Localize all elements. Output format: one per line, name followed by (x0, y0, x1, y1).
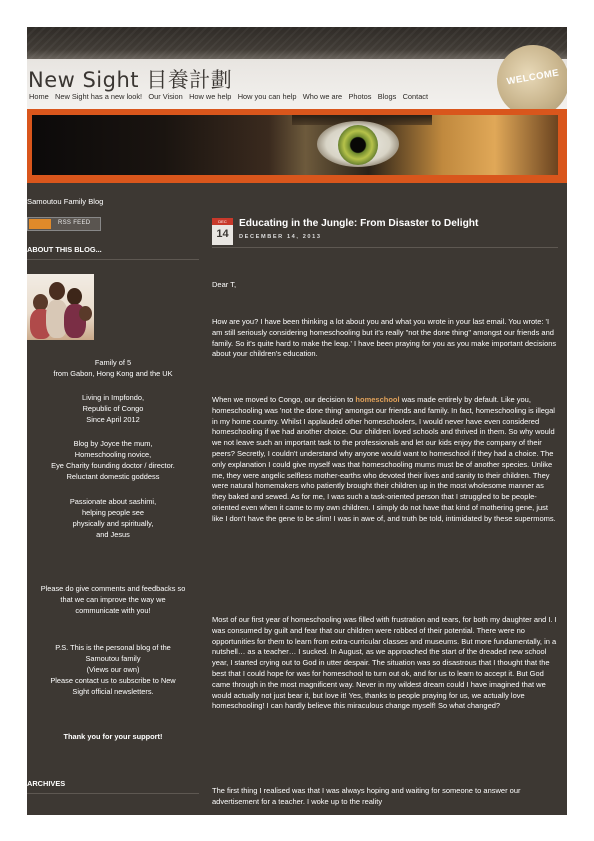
post-paragraph-3: Most of our first year of homeschooling was filled with frustration and tears, for both my daughter and I. I was consumed by guilt and fear that our children were robbed of their potential. There were no opportunities for them to learn from extra-curricular classes and museums. But more fundamentally, in a nutshell… as a teacher… I sucked. In August, as we approached the start of the dreaded new school year, I started crying out to God in utter despair. The situation was so disastrous that I thought that the best that I could hope for was for homeschool to turn out ok, and for us to learn to accept it. But God came through in the most magnificent way. Never in my wildest dream could I have imagined that we would actually not just bear it, but love it! Yes, thanks to people praying for us, we actually love homeschooling! I can hardly believe this miraculous change myself! So what changed? (212, 615, 557, 711)
about-divider (27, 259, 199, 260)
photo-figure-2 (49, 282, 65, 300)
nav-item-how-you-can-help[interactable]: How you can help (237, 92, 297, 101)
site-container (27, 27, 567, 815)
about-line: Please do give comments and feedbacks so (40, 584, 186, 593)
archives-heading[interactable]: ARCHIVES (27, 779, 66, 788)
nav-item-who-we-are[interactable]: Who we are (302, 92, 343, 101)
paragraph-text: was made entirely by default. Like you, homeschooling was 'not the done thing' amongst our friends and family. In fact, homeschooling is illegal in my home country. Whilst I applauded other homeschoolers, I would never have even considered homeschooling if we had another choice. Our children loved schools and thrived in them. So why would we not leave such an important task to the professionals and let our kids enjoy the company of their peers? Secretly, I couldn't understand why anyone would want to homeschool if they had a choice. The only explanation I could give myself was that homeschooling mums must be of another species. Unlike me, they were angelic selfless mother-earths who devoted their lives and sanity to their children. They were natural homemakers who patiently brought their children up in the most wholesome manner as they baked and sewed. As for me, I was such a task-oriented person that I struggled to be people-oriented even when it came to my own children. I simply do not have that kind of mothering gene, just like I don't have the gene to be slim! I was in awe of, and truth be told, intimidated by these supermoms. (212, 395, 556, 523)
about-line: (Views our own) (86, 665, 140, 674)
nav-item-how-we-help[interactable]: How we help (189, 92, 232, 101)
date-day: 14 (216, 228, 229, 240)
banner-eye-image (32, 115, 558, 175)
about-line: communicate with you! (75, 606, 151, 615)
about-line: physically and spiritually, (72, 519, 154, 528)
site-title[interactable]: New Sight 目養計劃 (28, 68, 233, 92)
header-texture (27, 27, 567, 59)
about-line: Family of 5 (94, 358, 132, 367)
nav-item-new-look[interactable]: New Sight has a new look! (55, 92, 143, 101)
calendar-icon (212, 218, 233, 245)
post-title[interactable]: Educating in the Jungle: From Disaster to Delight (239, 218, 479, 229)
archives-divider (27, 793, 199, 794)
post-greeting: Dear T, (212, 280, 237, 289)
thanks-text: Thank you for your support! (63, 732, 163, 741)
about-line: Living in Impfondo, (81, 393, 145, 402)
about-line: and Jesus (96, 530, 130, 539)
homeschool-link[interactable]: homeschool (355, 395, 400, 404)
about-line: Passionate about sashimi, (69, 497, 157, 506)
paragraph-text: When we moved to Congo, our decision to (212, 395, 356, 404)
nav-item-home[interactable]: Home (29, 92, 49, 101)
nav-item-contact[interactable]: Contact (402, 92, 429, 101)
about-text-1 (27, 357, 199, 379)
post-date: DECEMBER 14, 2013 (239, 234, 322, 240)
about-line: Blog by Joyce the mum, (73, 439, 153, 448)
post-paragraph-2 (212, 395, 558, 525)
welcome-badge-label: WELCOME (505, 67, 561, 88)
about-line: P.S. This is the personal blog of the (55, 643, 171, 652)
about-line: from Gabon, Hong Kong and the UK (53, 369, 173, 378)
about-line: Since April 2012 (86, 415, 140, 424)
main-nav (29, 92, 434, 101)
about-line: Samoutou family (85, 654, 141, 663)
about-line: Please contact us to subscribe to New (50, 676, 176, 685)
about-heading: ABOUT THIS BLOG... (27, 245, 102, 254)
about-text-2 (27, 392, 199, 425)
nav-item-photos[interactable]: Photos (348, 92, 372, 101)
about-line: that we can improve the way we (60, 595, 166, 604)
header-banner (27, 109, 567, 183)
about-line: Republic of Congo (82, 404, 144, 413)
about-line: helping people see (81, 508, 145, 517)
site-header (27, 27, 567, 109)
post-divider (212, 247, 558, 248)
about-line: Homeschooling novice, (74, 450, 152, 459)
post-paragraph-4: The first thing I realised was that I was always hoping and waiting for someone to answer our advertisement for a teacher. I woke up to the reality (212, 786, 521, 806)
family-photo (27, 274, 94, 340)
about-text-4 (27, 496, 199, 540)
about-line: Sight official newsletters. (72, 687, 154, 696)
photo-figure-4 (79, 306, 92, 321)
feedback-text (27, 583, 199, 616)
date-month: DEC (212, 218, 233, 225)
rss-feed-label: RSS FEED (58, 220, 91, 226)
banner-eye-iris (338, 125, 378, 165)
about-line: Reluctant domestic goddess (66, 472, 160, 481)
about-text-3 (27, 438, 199, 482)
rss-icon (29, 219, 51, 229)
nav-item-our-vision[interactable]: Our Vision (148, 92, 183, 101)
post-paragraph-1: How are you? I have been thinking a lot about you and what you wrote in your last email. You wrote: 'I am still seriously considering homeschooling but it's really "not the done thing" amongst our friends and family. So it's quite hard to make the leap.' I have been praying for you as you make important decisions about your children's education. (212, 317, 557, 359)
ps-text (27, 642, 199, 697)
nav-item-blogs[interactable]: Blogs (377, 92, 397, 101)
blog-name: Samoutou Family Blog (27, 197, 104, 206)
photo-figure-3 (67, 288, 82, 305)
about-line: Eye Charity founding doctor / director. (51, 461, 175, 470)
rss-feed-button[interactable] (27, 217, 101, 231)
